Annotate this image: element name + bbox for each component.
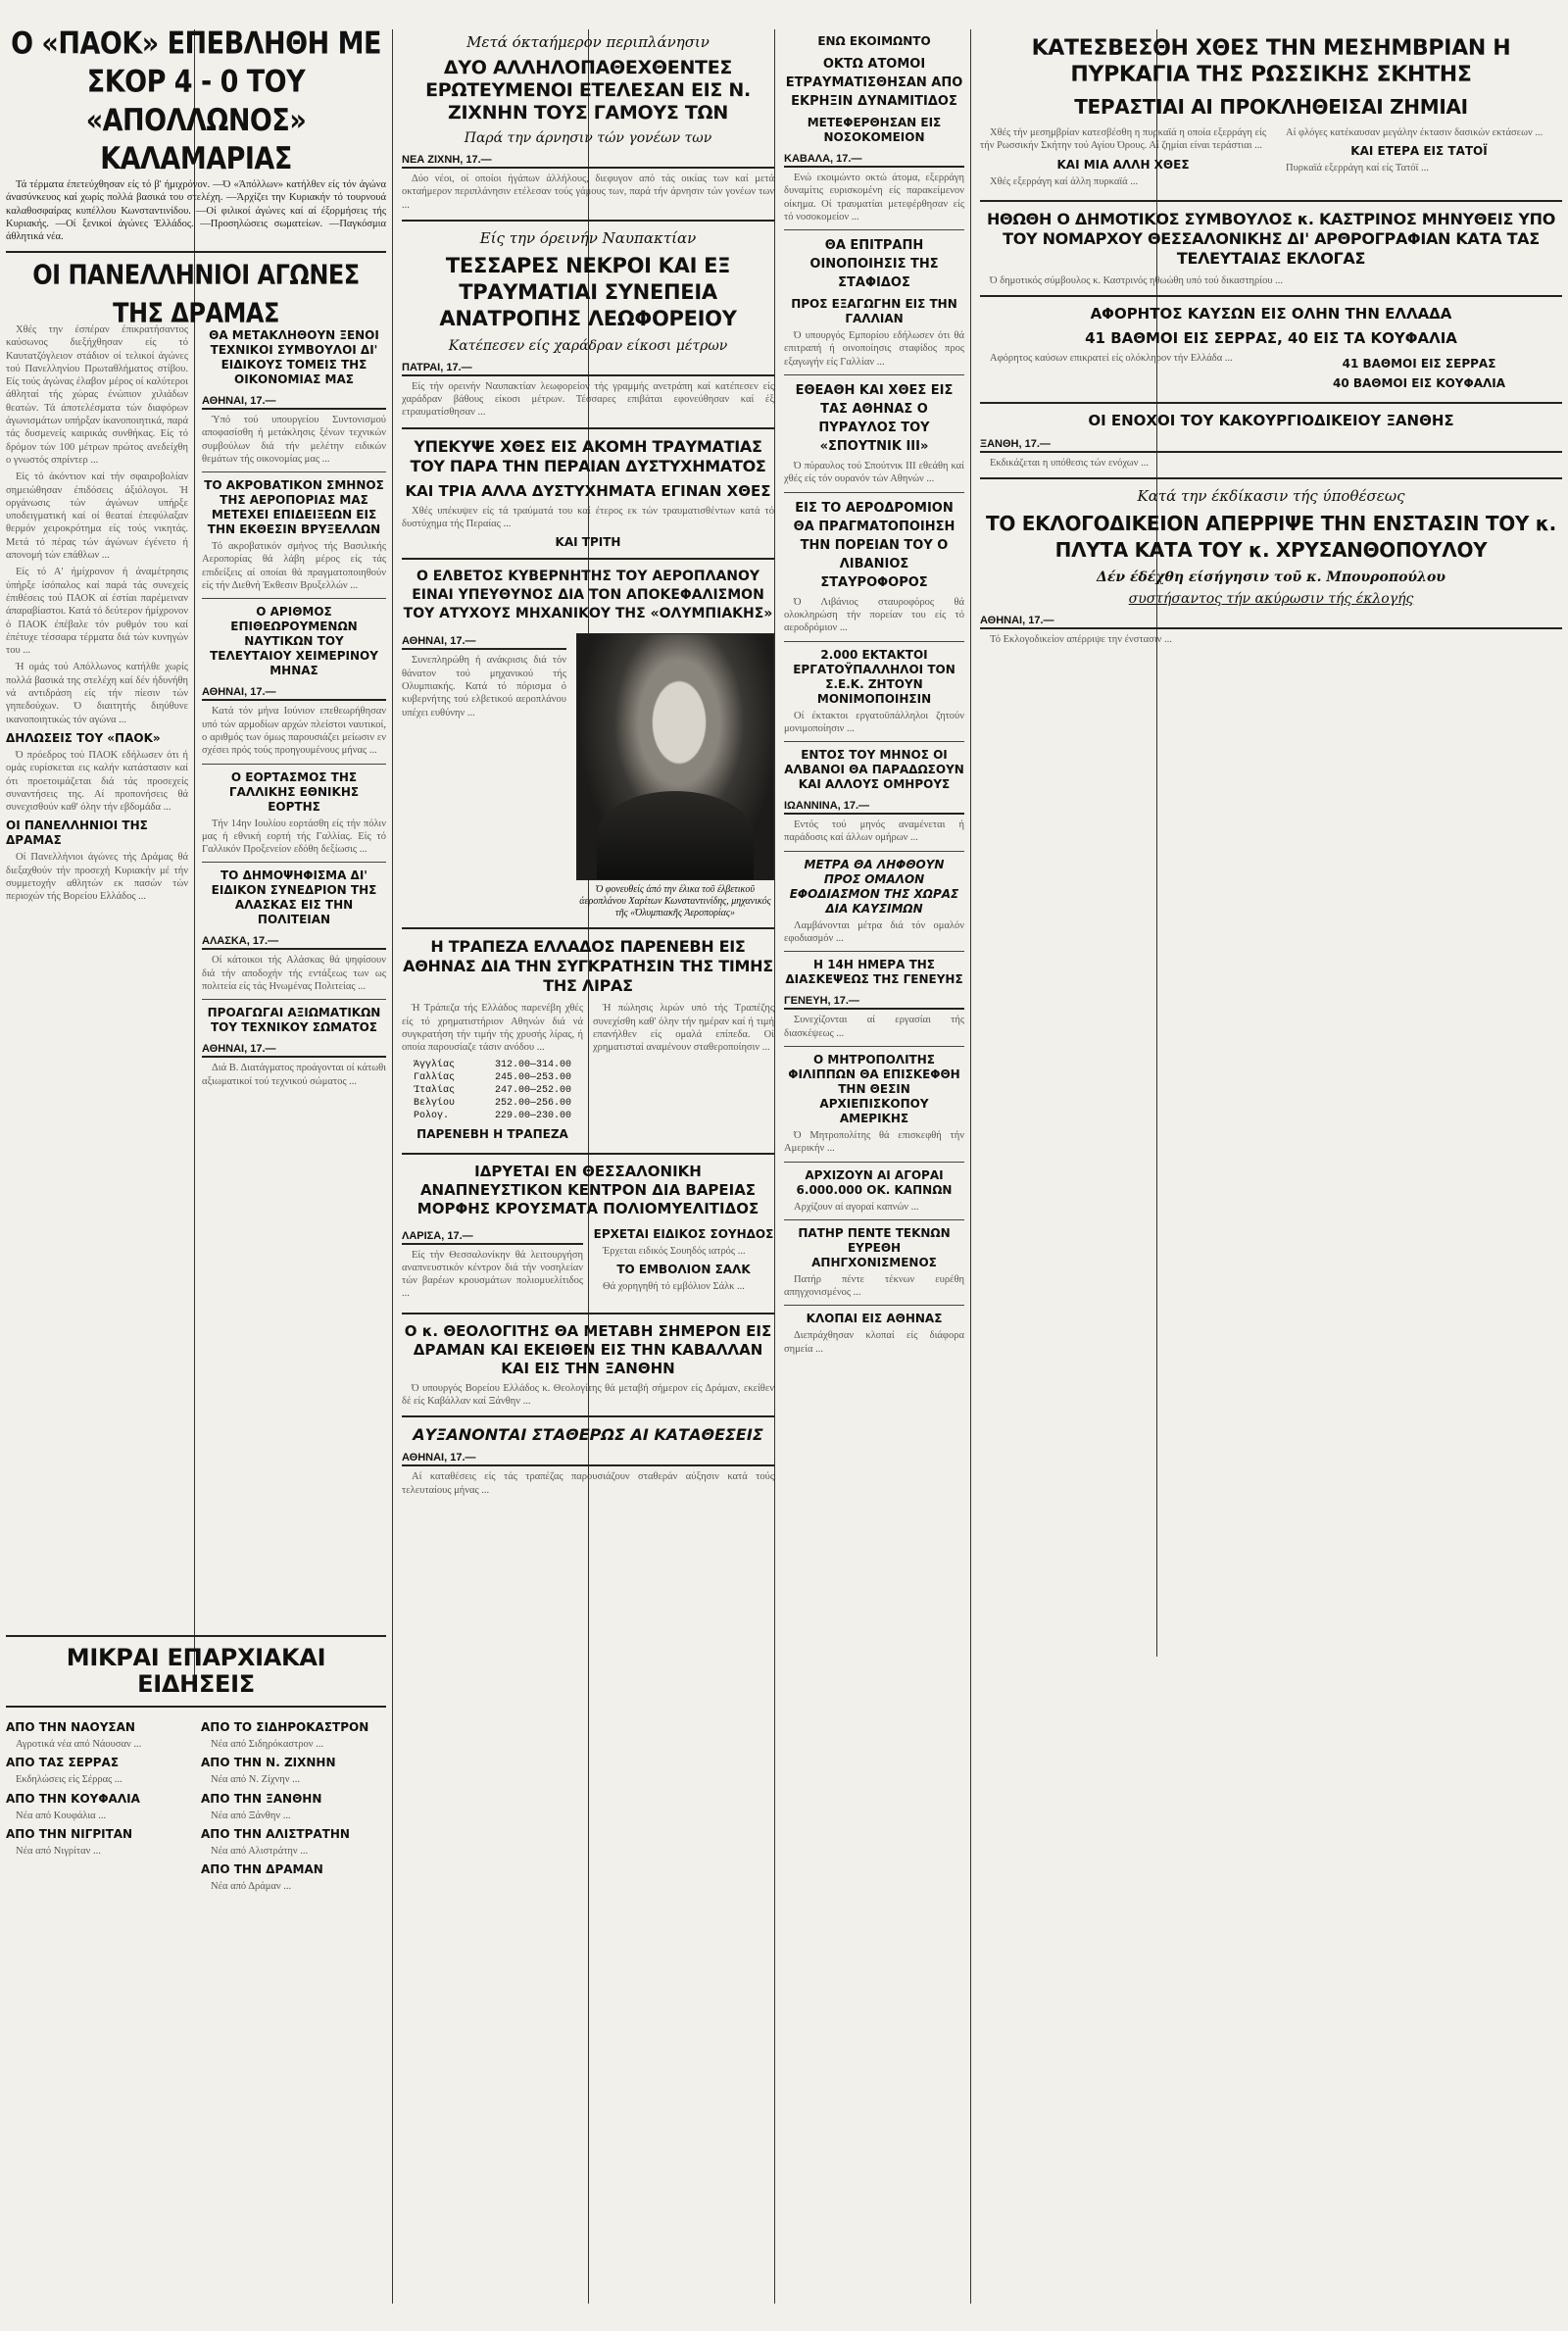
article-text: Πατήρ πέντε τέκνων ευρέθη απηγχονισμένος ... xyxy=(784,1273,964,1299)
article-text: Ή ομάς τού Απόλλωνος κατήλθε χωρίς πολλά βασικά της στελέχη καί δέν ήδυνήθη νά αντιδράση είς τήν πίεσιν τών γηπεδούχων. Ό διαιτητής διηύθυνε ικανοποιητικώς τόν αγώνα ... xyxy=(6,662,188,725)
divider xyxy=(402,927,774,929)
dateline: ΑΘΗΝΑΙ, 17.— xyxy=(202,395,386,410)
article-text: Ό Μητροπολίτης θά επισκεφθή τήν Αμερικήν ... xyxy=(784,1129,964,1155)
article-text: Διεπράχθησαν κλοπαί είς διάφορα σημεία ... xyxy=(784,1330,964,1355)
article-text: Είς τήν Θεσσαλονίκην θά λειτουργήση αναπνευστικόν κέντρον διά τήν νοσηλείαν τών βαρέων κρουσμάτων πολιομυελίτιδος ... xyxy=(402,1249,583,1300)
column-1-body xyxy=(0,323,194,1617)
portrait-photo xyxy=(576,633,774,880)
bank-body xyxy=(402,1002,774,1144)
sub-drama: ΟΙ ΠΑΝΕΛΛΗΝΙΟΙ ΤΗΣ ΔΡΑΜΑΣ xyxy=(6,818,148,848)
article-text: Εκδικάζεται η υπόθεσις τών ενόχων ... xyxy=(990,458,1149,470)
article-text: Τό ακροβατικόν σμήνος τής Βασιλικής Αεροπορίας θά λάβη μέρος είς τάς επιδείξεις αί οποίαι θά πραγματοποιηθούν είς τήν Διεθνή Έκθεσιν Βρυξελλών ... xyxy=(202,541,386,592)
article-text: Ό Λιβάνιος σταυροφόρος θά ολοκληρώση τήν πορείαν του είς τό αεροδρόμιον ... xyxy=(784,596,964,634)
divider xyxy=(402,1415,774,1417)
article-text: Τό Εκλογοδικείον απέρριψε την ένστασιν ... xyxy=(990,634,1172,646)
column-rule xyxy=(392,29,393,2304)
article-text: Ενώ εκοιμώντο οκτώ άτομα, εξερράγη δυναμίτις ευρισκομένη είς παρακείμενον οίκημα. Οί τραυματίαι μετεφέρθησαν είς τό νοσοκομείον ... xyxy=(784,173,964,223)
article-text: Ό πύραυλος τού Σπούτνικ ΙΙΙ εθεάθη καί χθές είς τόν ουρανόν τών Αθηνών ... xyxy=(784,461,964,485)
dateline: ΞΑΝΘΗ, 17.— xyxy=(980,438,1562,453)
elope-sub: Παρά την άρνησιν τών γονέων των xyxy=(464,130,712,146)
divider xyxy=(6,1635,386,1637)
paok-lead: Τά τέρματα έπετεύχθησαν είς τό β' ήμιχρόνον. —Ό «Άπόλλων» κατήλθεν είς τόν άγώνα άνασύνκευος καί χωρίς πολλά βασικά του στελέχη. —Άρχίζει την Κυριακήν τό τουρνουά καλαθοσφαίρας κυπέλλου Κωνσταντινίδου. —Οί φιλικοί άγώνες καί αί έξορμήσεις τής Κυριακής. —Οί ξενικοί άγώνες Έλλάδος. —Προσηλώσεις σωματείων. —Παγκόσμια άθλητικά νέα. xyxy=(6,179,386,243)
day-headline: Η 14Η ΗΜΕΡΑ ΤΗΣ ΔΙΑΣΚΕΨΕΩΣ ΤΗΣ ΓΕΝΕΥΗΣ xyxy=(785,958,963,987)
polio-body xyxy=(402,1222,774,1305)
divider xyxy=(980,402,1562,404)
article-text: Δύο νέοι, οί οποίοι ήγάπων άλλήλους, διεφυγον από τάς οικίας των καί μετά οκταήμερον περιπλάνησιν ετέλεσαν τούς γάμους των, παρά τήν άρνησιν τών γονέων των ... xyxy=(402,174,774,211)
divider xyxy=(784,1305,964,1306)
divider xyxy=(402,1153,774,1155)
divider xyxy=(202,598,386,599)
divider xyxy=(784,951,964,952)
divider xyxy=(6,1706,386,1708)
article-text: Έρχεται ειδικός Σουηδός ιατρός ... xyxy=(603,1245,746,1257)
divider xyxy=(202,471,386,472)
another-fire-2: ΚΑΙ ΕΤΕΡΑ ΕΙΣ ΤΑΤΟΪ xyxy=(1350,144,1488,159)
court-headline: ΟΙ ΕΝΟΧΟΙ ΤΟΥ ΚΑΚΟΥΡΓΙΟΔΙΚΕΙΟΥ ΞΑΝΘΗΣ xyxy=(1088,412,1454,430)
wine-sub: ΠΡΟΣ ΕΞΑΓΩΓΗΝ ΕΙΣ ΤΗΝ ΓΑΛΛΙΑΝ xyxy=(791,297,957,326)
workers-headline: 2.000 ΕΚΤΑΚΤΟΙ ΕΡΓΑΤΟΫΠΑΛΛΗΛΟΙ ΤΟΝ Σ.Ε.Κ. ΖΗΤΟΥΝ ΜΟΝΙΜΟΠΟΙΗΣΙΝ xyxy=(793,647,956,706)
place-header: ΑΠΟ ΤΗΝ Ν. ΖΙΧΝΗΝ xyxy=(201,1756,336,1770)
article-text: Είς τό Α' ήμίχρονον ή άναμέτρησις ύπήρξε ίσόπαλος καί παρά τάς συνεχείς έπιθέσεις τού ΠΑΟΚ αί έστίαι παρέμειναν άπαραβίαστοι. Κατά τό δεύτερον ήμίχρονον ό ΠΑΟΚ έπέβαλε τόν ρυθμόν του καί έπέτυχε τέσσαρα τέρματα διά τών κυνηγών του ... xyxy=(6,567,188,657)
fire-sub: ΤΕΡΑΣΤΙΑΙ ΑΙ ΠΡΟΚΛΗΘΕΙΣΑΙ ΖΗΜΙΑΙ xyxy=(1074,95,1468,119)
article-text: Νέα από Ξάνθην ... xyxy=(211,1810,291,1821)
article-text: Νέα από Αλιστράτην ... xyxy=(211,1845,309,1857)
heat-sub: 41 ΒΑΘΜΟΙ ΕΙΣ ΣΕΡΡΑΣ, 40 ΕΙΣ ΤΑ ΚΟΥΦΑΛΙΑ xyxy=(1085,329,1457,348)
bus-sub: Κατέπεσεν είς χαράδραν είκοσι μέτρων xyxy=(448,337,728,354)
elope-kicker: Μετά όκταήμερον περιπλάνησιν xyxy=(466,33,710,51)
article-text: Νέα από Ν. Ζίχνην ... xyxy=(211,1774,301,1786)
dateline: ΑΘΗΝΑΙ, 17.— xyxy=(202,1043,386,1058)
election-sub: Δέν έδέχθη είσήγησιν τοῦ κ. Μπουροπούλου xyxy=(1096,570,1446,586)
theologitis-headline: Ο κ. ΘΕΟΛΟΓΙΤΗΣ ΘΑ ΜΕΤΑΒΗ ΣΗΜΕΡΟΝ ΕΙΣ ΔΡΑΜΑΝ ΚΑΙ ΕΚΕΙΘΕΝ ΕΙΣ ΤΗΝ ΚΑΒΑΛΛΑΝ ΚΑΙ ΕΙΣ ΤΗΝ ΞΑΝΘΗΝ xyxy=(404,1321,772,1377)
place-header: ΑΠΟ ΤΗΝ ΔΡΑΜΑΝ xyxy=(201,1862,323,1877)
bus-kicker: Είς την όρεινήν Ναυπακτίαν xyxy=(479,228,697,247)
article-text: Οί Πανελλήνιοι άγώνες τής Δράμας θά διεξαχθούν τήν προσεχή Κυριακήν μέ τήν συμμετοχήν αθλητών εκ πασών τών περιοχών τής Βορείου Ελλάδος ... xyxy=(6,852,188,903)
election-kicker: Κατά την έκδίκασιν τής ύποθέσεως xyxy=(1137,487,1405,506)
article-text: Ύπό τού υπουργείου Συντονισμού αποφασίσθη ή μετάκλησις ξένων τεχνικών συμβούλων διά τήν μελέτην ειδικών θεμάτων τής οικονομίας μας ... xyxy=(202,415,386,465)
kastrinos-headline: ΗΘΩΘΗ Ο ΔΗΜΟΤΙΚΟΣ ΣΥΜΒΟΥΛΟΣ κ. ΚΑΣΤΡΙΝΟΣ ΜΗΝΥΘΕΙΣ ΥΠΟ ΤΟΥ ΝΟΜΑΡΧΟΥ ΘΕΣΣΑΛΟΝΙΚΗΣ ΔΙ' ΑΡΘΡΟΓΡΑΦΙΑΝ ΚΑΤΑ ΤΑΣ ΤΕΛΕΥΤΑΙΑΣ ΕΚΛΟΓΑΣ xyxy=(986,209,1556,268)
column-rule xyxy=(970,29,971,2304)
rate-row: Άγγλίας 312.00—314.00 xyxy=(414,1059,571,1070)
article-text: Νέα από Σιδηρόκαστρον ... xyxy=(211,1739,323,1750)
deposits-headline: ΑΥΞΑΝΟΝΤΑΙ ΣΤΑΘΕΡΩΣ ΑΙ ΚΑΤΑΘΕΣΕΙΣ xyxy=(413,1425,763,1445)
heat-koufalia: 40 ΒΑΘΜΟΙ ΕΙΣ ΚΟΥΦΑΛΙΑ xyxy=(1332,376,1506,391)
explosion-sub: ΜΕΤΕΦΕΡΘΗΣΑΝ ΕΙΣ ΝΟΣΟΚΟΜΕΙΟΝ xyxy=(807,116,942,144)
article-text: Αί φλόγες κατέκαυσαν μεγάλην έκτασιν δασικών εκτάσεων ... xyxy=(1286,127,1544,138)
paok-article xyxy=(0,29,392,353)
place-header: ΑΠΟ ΤΗΝ ΝΑΟΥΣΑΝ xyxy=(6,1720,135,1734)
article-text: Αί καταθέσεις είς τάς τραπέζας παρουσιάζουν σταθεράν αύξησιν κατά τούς τελευταίους μήνας ... xyxy=(402,1471,774,1496)
albanian-headline: ΕΝΤΟΣ ΤΟΥ ΜΗΝΟΣ ΟΙ ΑΛΒΑΝΟΙ ΘΑ ΠΑΡΑΔΩΣΟΥΝ ΚΑΙ ΑΛΛΟΥΣ ΟΜΗΡΟΥΣ xyxy=(784,748,964,792)
gold-rates-table xyxy=(414,1059,571,1122)
divider xyxy=(784,641,964,642)
rate-row: Γαλλίας 245.00—253.00 xyxy=(414,1071,571,1083)
aero-headline: ΤΟ ΑΚΡΟΒΑΤΙΚΟΝ ΣΜΗΝΟΣ ΤΗΣ ΑΕΡΟΠΟΡΙΑΣ ΜΑΣ ΜΕΤΕΧΕΙ ΕΠΙΔΕΙΞΕΩΝ ΕΙΣ ΤΗΝ ΕΚΘΕΣΙΝ ΒΡΥΞΕΛΛΩΝ xyxy=(204,478,384,537)
divider xyxy=(784,229,964,230)
provincial-body xyxy=(6,1715,386,1897)
divider xyxy=(784,492,964,493)
dateline: ΑΛΑΣΚΑ, 17.— xyxy=(202,935,386,950)
article-text: Χθές εξερράγη καί άλλη πυρκαϊά ... xyxy=(990,175,1139,187)
divider xyxy=(784,1162,964,1163)
article-text: Ό πρόεδρος τού ΠΑΟΚ εδήλωσεν ότι ή ομάς ευρίσκεται εις καλήν κατάστασιν καί ότι προετοιμάζεται διά τάς προσεχείς συναντήσεις της. Αί προπονήσεις θά συνεχισθούν καθ' όλην τήν εβδομάδα ... xyxy=(6,749,188,814)
dateline: ΚΑΒΑΛΑ, 17.— xyxy=(784,153,964,168)
heat-serres: 41 ΒΑΘΜΟΙ ΕΙΣ ΣΕΡΡΑΣ xyxy=(1342,357,1496,372)
article-text: Χθές τήν μεσημβρίαν κατεσβέσθη η πυρκαϊά η οποία εξερράγη είς τήν Ρωσσικήν Σκήτην τού Αγίου Όρους. Αί ζημίαι είναι τεράστιαι ... xyxy=(980,127,1266,152)
divider xyxy=(784,851,964,852)
dateline: ΛΑΡΙΣΑ, 17.— xyxy=(402,1230,583,1245)
dateline: ΙΩΑΝΝΙΝΑ, 17.— xyxy=(784,800,964,815)
article-text: Συνεπληρώθη ή ανάκρισις διά τόν θάνατον τού μηχανικού τής Ολυμπιακής. Κατά τό πόρισμα ό κυβερνήτης τού ελβετικού αεροπλάνου υπέχει ευθύνην ... xyxy=(402,655,566,719)
article-text: Είς τό άκόντιον καί τήν σφαιροβολίαν σημειώθησαν έπιδόσεις άξιόλογοι. Ή οργάνωσις τών άγώνων υπήρξε υποδειγματική καί οί θεαταί έπεφύλαξαν θερμόν χειροκρότημα είς τούς νικητάς. Μετά τό πέρας τών άγώνων έγένετο ή απονομή τών επάθλων ... xyxy=(6,471,188,562)
ice-headline: ΜΕΤΡΑ ΘΑ ΛΗΦΘΟΥΝ ΠΡΟΣ ΟΜΑΛΟΝ ΕΦΟΔΙΑΣΜΟΝ ΤΗΣ ΧΩΡΑΣ ΔΙΑ ΚΑΥΣΙΜΩΝ xyxy=(789,857,959,916)
elope-headline: ΔΥΟ ΑΛΛΗΛΟΠΑΘΕΧΘΕΝΤΕΣ ΕΡΩΤΕΥΜΕΝΟΙ ΕΤΕΛΕΣΑΝ ΕΙΣ Ν. ΖΙΧΝΗΝ ΤΟΥΣ ΓΑΜΟΥΣ ΤΩΝ xyxy=(425,57,751,124)
heat-body xyxy=(980,352,1562,394)
injured-sub: ΚΑΙ ΤΡΙΑ ΑΛΛΑ ΔΥΣΤΥΧΗΜΑΤΑ ΕΓΙΝΑΝ ΧΘΕΣ xyxy=(405,481,771,500)
column-5-6 xyxy=(974,29,1568,2304)
bank-headline: Η ΤΡΑΠΕΖΑ ΕΛΛΑΔΟΣ ΠΑΡΕΝΕΒΗ ΕΙΣ ΑΘΗΝΑΣ ΔΙΑ ΤΗΝ ΣΥΓΚΡΑΤΗΣΙΝ ΤΗΣ ΤΙΜΗΣ ΤΗΣ ΛΙΡΑΣ xyxy=(403,937,773,996)
airport-headline: ΕΙΣ ΤΟ ΑΕΡΟΔΡΟΜΙΟΝ ΘΑ ΠΡΑΓΜΑΤΟΠΟΙΗΣΗ ΤΗΝ ΠΟΡΕΙΑΝ ΤΟΥ Ο ΛΙΒΑΝΙΟΣ ΣΤΑΥΡΟΦΟΡΟΣ xyxy=(793,500,956,590)
article-text: Νέα από Κουφάλια ... xyxy=(16,1810,107,1821)
sputnik-headline: ΕΘΕΑΘΗ ΚΑΙ ΧΘΕΣ ΕΙΣ ΤΑΣ ΑΘΗΝΑΣ Ο ΠΥΡΑΥΛΟΣ ΤΟΥ «ΣΠΟΥΤΝΙΚ ΙΙΙ» xyxy=(795,383,954,455)
bus-headline: ΤΕΣΣΑΡΕΣ ΝΕΚΡΟΙ ΚΑΙ ΕΞ ΤΡΑΥΜΑΤΙΑΙ ΣΥΝΕΠΕΙΑ ΑΝΑΤΡΟΠΗΣ ΛΕΩΦΟΡΕΙΟΥ xyxy=(439,253,737,330)
provincial-news xyxy=(0,1627,392,2304)
polio-sub2: ΤΟ ΕΜΒΟΛΙΟΝ ΣΑΛΚ xyxy=(616,1262,751,1276)
father-headline: ΠΑΤΗΡ ΠΕΝΤΕ ΤΕΚΝΩΝ ΕΥΡΕΘΗ ΑΠΗΓΧΟΝΙΣΜΕΝΟΣ xyxy=(798,1225,951,1269)
article-text: Εντός τού μηνός αναμένεται ή παράδοσις καί άλλων ομήρων ... xyxy=(784,819,964,844)
place-header: ΑΠΟ ΤΗΝ ΞΑΝΘΗΝ xyxy=(201,1791,322,1806)
article-text: Ό δημοτικός σύμβουλος κ. Καστρινός ηθωώθη υπό τού δικαστηρίου ... xyxy=(990,274,1284,286)
divider xyxy=(784,741,964,742)
article-text: Νέα από Νιγρίταν ... xyxy=(16,1845,101,1857)
dateline: ΑΘΗΝΑΙ, 17.— xyxy=(402,1452,774,1466)
article-text: Θά χορηγηθή τό εμβόλιον Σάλκ ... xyxy=(603,1280,745,1292)
divider xyxy=(402,1313,774,1314)
divider xyxy=(980,477,1562,479)
divider xyxy=(6,251,386,253)
election-sub2: συστήσαντος τήν ακύρωσιν τής έκλογής xyxy=(1128,591,1414,608)
foreign-advisors-headline: ΘΑ ΜΕΤΑΚΛΗΘΟΥΝ ΞΕΝΟΙ ΤΕΧΝΙΚΟΙ ΣΥΜΒΟΥΛΟΙ ΔΙ' ΕΙΔΙΚΟΥΣ ΤΟΜΕΙΣ ΤΗΣ ΟΙΚΟΝΟΜΙΑΣ ΜΑΣ xyxy=(209,328,379,386)
rate-row: Ίταλίας 247.00—252.00 xyxy=(414,1084,571,1096)
promo-headline: ΠΡΟΑΓΩΓΑΙ ΑΞΙΩΜΑΤΙΚΩΝ ΤΟΥ ΤΕΧΝΙΚΟΥ ΣΩΜΑΤΟΣ xyxy=(207,1006,381,1035)
column-2 xyxy=(196,323,392,1617)
divider xyxy=(784,374,964,375)
injured-headline: ΥΠΕΚΥΨΕ ΧΘΕΣ ΕΙΣ ΑΚΟΜΗ ΤΡΑΥΜΑΤΙΑΣ ΤΟΥ ΠΑΡΑ ΤΗΝ ΠΕΡΑΙΑΝ ΔΥΣΤΥΧΗΜΑΤΟΣ xyxy=(410,436,766,475)
article-text: Αφόρητος καύσων επικρατεί είς ολόκληρον τήν Ελλάδα ... xyxy=(990,353,1233,365)
election-headline: ΤΟ ΕΚΛΟΓΟΔΙΚΕΙΟΝ ΑΠΕΡΡΙΨΕ ΤΗΝ ΕΝΣΤΑΣΙΝ ΤΟΥ κ. ΠΛΥΤΑ ΚΑΤΑ ΤΟΥ κ. ΧΡΥΣΑΝΘΟΠΟΥΛΟΥ xyxy=(986,512,1556,563)
fire-body xyxy=(980,126,1562,192)
dateline: ΑΘΗΝΑΙ, 17.— xyxy=(402,635,566,650)
divider xyxy=(980,295,1562,297)
explosion-kicker: ΕΝΩ ΕΚΟΙΜΩΝΤΟ xyxy=(817,34,931,48)
photo-caption: Ό φονευθείς άπό την έλικα τοῦ έλβετικοῦ άεροπλάνου Χαρίτων Κωνσταντινίδης, μηχανικός τῆς «Όλυμπιακῆς Άεροπορίας» xyxy=(579,884,771,919)
divider xyxy=(784,1219,964,1220)
divider xyxy=(980,200,1562,202)
article-text: Χθές την έσπέραν έπικρατήσαντος καύσωνος διεξήχθησαν είς τό Καυτατζόγλειον στάδιον οί τελικοί άγώνες τού Πανελληνίου Πρωταθλήματος στίβου. Είς τούς άγώνας έλαβον μέρος οί καλύτεροι άθληταί τής χώρας ένώπιον χιλιάδων θεατών. Τά άποτελέσματα τών διαφόρων άγωνισμάτων υπήρξαν ίκανοποιητικά, παρά τάς δυσμενείς καιρικάς συνθήκας. Είς τό δρόμον τών 100 μέτρων πρώτος ανεδείχθη ο γνωστός σπρίντερ ... xyxy=(6,324,188,466)
wine-headline: ΘΑ ΕΠΙΤΡΑΠΗ ΟΙΝΟΠΟΙΗΣΙΣ ΤΗΣ ΣΤΑΦΙΔΟΣ xyxy=(809,238,939,291)
article-text: Κατά τόν μήνα Ιούνιον επεθεωρήθησαν υπό τών αρμοδίων αρχών πλείστοι ναυτικοί, ο αριθμός των όμως παρουσιάζει μείωσιν εν σχέσει πρός τούς προηγουμένους μήνας ... xyxy=(202,706,386,757)
pilot-body xyxy=(402,627,774,919)
pilot-headline: Ο ΕΛΒΕΤΟΣ ΚΥΒΕΡΝΗΤΗΣ ΤΟΥ ΑΕΡΟΠΛΑΝΟΥ ΕΙΝΑΙ ΥΠΕΥΘΥΝΟΣ ΔΙΑ ΤΟΝ ΑΠΟΚΕΦΑΛΙΣΜΟΝ ΤΟΥ ΑΤΥΧΟΥΣ ΜΗΧΑΝΙΚΟΥ ΤΗΣ «ΟΛΥΜΠΙΑΚΗΣ» xyxy=(403,569,773,622)
polio-sub1: ΕΡΧΕΤΑΙ ΕΙΔΙΚΟΣ ΣΟΥΗΔΟΣ xyxy=(593,1226,774,1241)
article-text: Οί κάτοικοι τής Αλάσκας θά ψηφίσουν διά τήν αποδοχήν τής εντάξεως των ως πολιτεία είς τάς Ηνωμένας Πολιτείας ... xyxy=(202,955,386,993)
vote-headline: ΤΟ ΔΗΜΟΨΗΦΙΣΜΑ ΔΙ' ΕΙΔΙΚΟΝ ΣΥΝΕΔΡΙΟΝ ΤΗΣ ΑΛΑΣΚΑΣ ΕΙΣ ΤΗΝ ΠΟΛΙΤΕΙΑΝ xyxy=(211,868,377,927)
divider xyxy=(202,862,386,863)
tobacco-headline: ΑΡΧΙΖΟΥΝ ΑΙ ΑΓΟΡΑΙ 6.000.000 ΟΚ. ΚΑΠΝΩΝ xyxy=(796,1167,953,1197)
article-text: Οί έκτακτοι εργατοϋπάλληλοι ζητούν μονιμοποίησιν ... xyxy=(784,710,964,734)
fest-headline: Ο ΕΟΡΤΑΣΜΟΣ ΤΗΣ ΓΑΛΛΙΚΗΣ ΕΘΝΙΚΗΣ ΕΟΡΤΗΣ xyxy=(228,769,360,814)
article-text: Ή πώλησις λιρών υπό τής Τραπέζης συνεχίσθη καθ' όλην τήν ημέραν καί ή τιμή επανήλθεν είς ομαλά επίπεδα. Οί χρηματισταί αναμένουν σταθεροποίησιν ... xyxy=(593,1003,774,1054)
place-header: ΑΠΟ ΤΗΝ ΚΟΥΦΑΛΙΑ xyxy=(6,1791,140,1806)
article-text: Είς τήν ορεινήν Ναυπακτίαν λεωφορείον τής γραμμής ανετράπη καί κατέπεσεν είς χαράδραν βάθους είκοσι μέτρων. Τέσσαρες επιβάται εφονεύθησαν καί έξ ετραυματίσθησαν ... xyxy=(402,380,774,419)
rates-footer: ΠΑΡΕΝΕΒΗ Η ΤΡΑΠΕΖΑ xyxy=(416,1126,568,1141)
rate-row: Βελγίου 252.00—256.00 xyxy=(414,1097,571,1109)
article-text: Λαμβάνονται μέτρα διά τόν ομαλόν εφοδιασμόν ... xyxy=(784,919,964,945)
rate-row: Ρολογ. 229.00—230.00 xyxy=(414,1110,571,1121)
explosion-headline: ΟΚΤΩ ΑΤΟΜΟΙ ΕΤΡΑΥΜΑΤΙΣΘΗΣΑΝ ΑΠΟ ΕΚΡΗΞΙΝ ΔΥΝΑΜΙΤΙΔΟΣ xyxy=(785,57,963,109)
column-4 xyxy=(778,29,970,2304)
divider xyxy=(202,764,386,765)
fire-headline: ΚΑΤΕΣΒΕΣΘΗ ΧΘΕΣ ΤΗΝ ΜΕΣΗΜΒΡΙΑΝ Η ΠΥΡΚΑΓΙΑ ΤΗΣ ΡΩΣΣΙΚΗΣ ΣΚΗΤΗΣ xyxy=(1031,36,1511,87)
article-text: Τήν 14ην Ιουλίου εορτάσθη είς τήν πόλιν μας ή εθνική εορτή τής Γαλλίας. Είς τό Γαλλικόν Προξενείον εδόθη δεξίωσις ... xyxy=(202,818,386,856)
third-label: ΚΑΙ ΤΡΙΤΗ xyxy=(555,535,621,550)
divider xyxy=(202,999,386,1000)
article-text: Συνεχίζονται αί εργασίαι τής διασκέψεως ... xyxy=(784,1015,964,1039)
provincial-banner: ΜΙΚΡΑΙ ΕΠΑΡΧΙΑΚΑΙ ΕΙΔΗΣΕΙΣ xyxy=(66,1644,326,1698)
heat-headline: ΑΦΟΡΗΤΟΣ ΚΑΥΣΩΝ ΕΙΣ ΟΛΗΝ ΤΗΝ ΕΛΛΑΔΑ xyxy=(1090,305,1452,323)
place-header: ΑΠΟ ΤΑΣ ΣΕΡΡΑΣ xyxy=(6,1756,120,1770)
metropolitan-headline: Ο ΜΗΤΡΟΠΟΛΙΤΗΣ ΦΙΛΙΠΠΩΝ ΘΑ ΕΠΙΣΚΕΦΘΗ ΤΗΝ ΘΕΣΙΝ ΑΡΧΙΕΠΙΣΚΟΠΟΥ ΑΜΕΡΙΚΗΣ xyxy=(788,1052,960,1125)
place-header: ΑΠΟ ΤΟ ΣΙΔΗΡΟΚΑΣΤΡΟΝ xyxy=(201,1720,369,1734)
paok-headline: Ο «ΠΑΟΚ» ΕΠΕΒΛΗΘΗ ΜΕ ΣΚΟΡ 4 - 0 ΤΟΥ «ΑΠΟΛΛΩΝΟΣ» ΚΑΛΑΜΑΡΙΑΣ xyxy=(11,29,381,176)
dateline: ΝΕΑ ΖΙΧΝΗ, 17.— xyxy=(402,154,774,169)
place-header: ΑΠΟ ΤΗΝ ΝΙΓΡΙΤΑΝ xyxy=(6,1826,133,1841)
article-text: Αγροτικά νέα από Νάουσαν ... xyxy=(16,1739,142,1750)
article-text: Διά Β. Διατάγματος προάγονται οί κάτωθι αξιωματικοί τού τεχνικού σώματος ... xyxy=(202,1063,386,1087)
divider xyxy=(402,427,774,429)
article-text: Νέα από Δράμαν ... xyxy=(211,1881,292,1893)
dateline: ΑΘΗΝΑΙ, 17.— xyxy=(980,615,1562,629)
article-text: Ό υπουργός Βορείου Ελλάδος κ. Θεολογίτης θά μεταβή σήμερον είς Δράμαν, εκείθεν δέ είς Καβάλλαν καί Ξάνθην ... xyxy=(402,1382,774,1408)
divider xyxy=(784,1046,964,1047)
place-header: ΑΠΟ ΤΗΝ ΑΛΙΣΤΡΑΤΗΝ xyxy=(201,1826,350,1841)
article-text: Αρχίζουν αί αγοραί καπνών ... xyxy=(794,1201,919,1213)
dateline: ΑΘΗΝΑΙ, 17.— xyxy=(202,686,386,701)
divider xyxy=(402,220,774,222)
another-fire: ΚΑΙ ΜΙΑ ΑΛΛΗ ΧΘΕΣ xyxy=(1056,157,1190,172)
article-text: Χθές υπέκυψεν είς τά τραύματά του καί έτερος εκ τών τραυματισθέντων κατά τό δυστύχημα τής Περαίας ... xyxy=(402,505,774,530)
dateline: ΓΕΝΕΥΗ, 17.— xyxy=(784,995,964,1010)
drama-headline: ΟΙ ΠΑΝΕΛΛΗΝΙΟΙ ΑΓΩΝΕΣ ΤΗΣ ΔΡΑΜΑΣ xyxy=(32,259,360,330)
column-3-wide xyxy=(396,29,780,2304)
thefts-headline: ΚΛΟΠΑΙ ΕΙΣ ΑΘΗΝΑΣ xyxy=(806,1312,943,1326)
divider xyxy=(402,558,774,560)
sub-paok: ΔΗΛΩΣΕΙΣ ΤΟΥ «ΠΑΟΚ» xyxy=(6,730,161,745)
article-text: Ή Τράπεζα τής Ελλάδος παρενέβη χθές είς τό χρηματιστήριον Αθηνών διά νά συγκρατήση τήν τιμήν τής χρυσής λίρας, ή οποία παρουσίαζε τάσιν ανόδου ... xyxy=(402,1003,583,1054)
ships-headline: Ο ΑΡΙΘΜΟΣ ΕΠΙΘΕΩΡΟΥΜΕΝΩΝ ΝΑΥΤΙΚΩΝ ΤΟΥ ΤΕΛΕΥΤΑΙΟΥ ΧΕΙΜΕΡΙΝΟΥ ΜΗΝΑΣ xyxy=(210,605,378,678)
polio-headline: ΙΔΡΥΕΤΑΙ ΕΝ ΘΕΣΣΑΛΟΝΙΚΗ ΑΝΑΠΝΕΥΣΤΙΚΟΝ ΚΕΝΤΡΟΝ ΔΙΑ ΒΑΡΕΙΑΣ ΜΟΡΦΗΣ ΚΡΟΥΣΜΑΤΑ ΠΟΛΙΟΜΥΕΛΙΤΙΔΟΣ xyxy=(416,1162,760,1217)
dateline: ΠΑΤΡΑΙ, 17.— xyxy=(402,362,774,376)
article-text: Εκδηλώσεις είς Σέρρας ... xyxy=(16,1774,122,1786)
article-text: Πυρκαϊά εξερράγη καί είς Τατόϊ ... xyxy=(1286,163,1429,174)
article-text: Ό υπουργός Εμπορίου εδήλωσεν ότι θά επιτραπή ή οινοποίησις σταφίδος προς εξαγωγήν είς Γαλλίαν ... xyxy=(784,330,964,368)
